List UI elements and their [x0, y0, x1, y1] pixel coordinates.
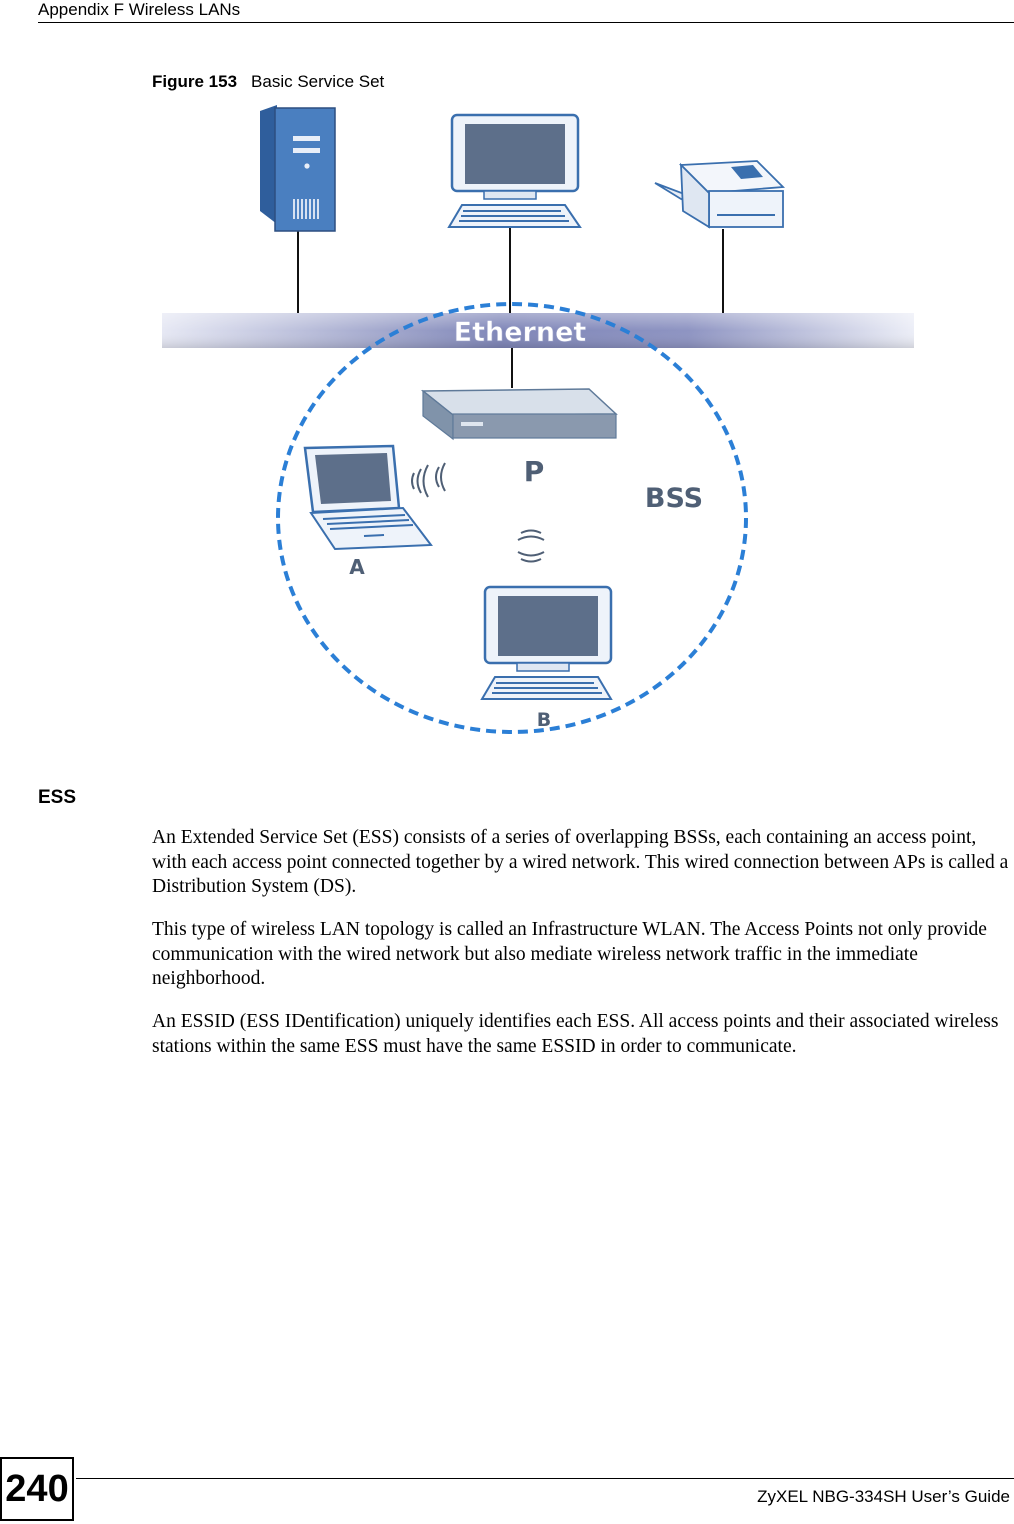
desktop-computer-icon — [449, 115, 580, 227]
running-header: Appendix F Wireless LANs — [38, 0, 241, 19]
printer-icon — [655, 161, 783, 227]
figure-caption — [152, 72, 384, 92]
body-paragraph: This type of wireless LAN topology is called an Infrastructure WLAN. The Access Points not only provide communication with the wired network but also mediate wireless network traffic in the immediate neighborhood. — [152, 919, 987, 989]
ethernet-label: Ethernet — [453, 317, 587, 348]
desktop-computer-icon — [482, 587, 611, 699]
figure-number: Figure 153 — [152, 72, 238, 91]
server-icon — [260, 105, 335, 231]
section-heading: ESS — [38, 787, 77, 808]
header-rule — [38, 22, 1014, 23]
body-paragraph: An ESSID (ESS IDentification) uniquely identifies each ESS. All access points and their associated wireless stations within the same ESS must have the same ESSID in order to communicate. — [152, 1011, 999, 1057]
laptop-icon — [305, 446, 431, 549]
access-point-icon — [423, 389, 616, 439]
network-cables — [298, 225, 723, 388]
footer-rule — [76, 1478, 1014, 1479]
station-b-label: B — [536, 709, 552, 731]
bss-label: BSS — [644, 483, 704, 514]
footer-guide-title: ZyXEL NBG-334SH User’s Guide — [757, 1487, 1010, 1506]
wireless-signal-icon — [518, 531, 544, 562]
body-paragraph: An Extended Service Set (ESS) consists of a series of overlapping BSSs, each containing an access point, with each access point connected together by a wired network. This wired connection between APs is called a Distribution System (DS). — [152, 827, 1009, 897]
figure-title: Basic Service Set — [251, 72, 385, 91]
station-a-label: A — [349, 555, 365, 579]
ethernet-bus — [162, 313, 914, 348]
wireless-signal-icon — [412, 463, 445, 497]
access-point-label: P — [523, 455, 545, 488]
basic-service-set-diagram — [157, 103, 914, 740]
page-number: 240 — [0, 1457, 74, 1521]
